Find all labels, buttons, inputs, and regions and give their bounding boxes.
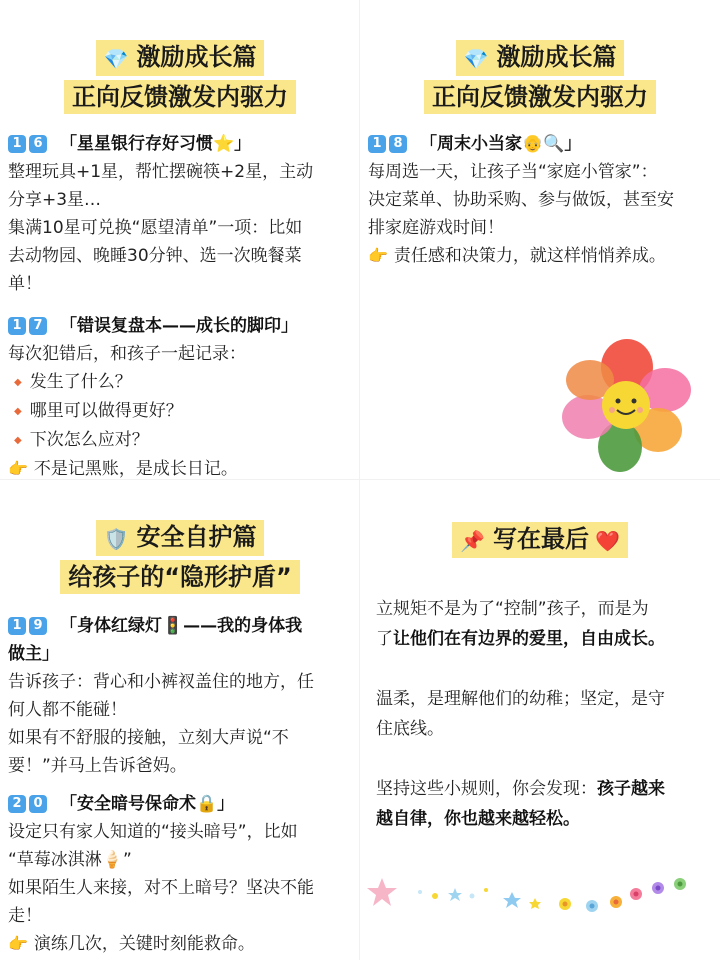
body-line: 设定只有家人知道的“接头暗号”，比如 bbox=[8, 822, 298, 842]
title-line-2: 正向反馈激发内驱力 bbox=[64, 80, 296, 114]
section-heading: 1 9 「身体红绿灯🚦——我的身体我 bbox=[8, 612, 354, 640]
pushpin-icon: 📌 bbox=[460, 529, 485, 553]
title-line-1: 💎 激励成长篇 bbox=[456, 40, 625, 76]
heart-icon: ❤️ bbox=[595, 529, 620, 553]
body-line: 要！”并马上告诉爸妈。 bbox=[8, 756, 187, 776]
bullet-item: ◆ 下次怎么应对？ bbox=[14, 430, 149, 450]
title-line-1: 🛡️ 安全自护篇 bbox=[96, 520, 265, 556]
body-line: 越自律，你也越来越轻松。 bbox=[376, 809, 580, 829]
number-badge: 7 bbox=[29, 317, 47, 335]
tip-line: 👉 不是记黑账，是成长日记。 bbox=[8, 459, 238, 479]
pointing-finger-icon: 👉 bbox=[8, 934, 28, 953]
body-line: “草莓冰淇淋🍦” bbox=[8, 850, 132, 870]
panel-title bbox=[360, 40, 720, 114]
number-badge: 0 bbox=[29, 795, 47, 813]
panel-title bbox=[360, 522, 720, 558]
number-badge: 1 bbox=[8, 317, 26, 335]
section-19 bbox=[8, 612, 354, 780]
panel-closing bbox=[360, 480, 720, 960]
decorative-stars-and-flowers bbox=[360, 870, 720, 940]
body-line: 立规矩不是为了“控制”孩子，而是为 bbox=[376, 599, 649, 619]
closing-text bbox=[376, 594, 706, 834]
body-line: 单！ bbox=[8, 274, 42, 294]
tip-line: 👉 责任感和决策力，就这样悄悄养成。 bbox=[368, 246, 666, 266]
number-badge: 6 bbox=[29, 135, 47, 153]
number-badge: 1 bbox=[8, 617, 26, 635]
body-line: 每周选一天，让孩子当“家庭小管家”： bbox=[368, 162, 658, 182]
number-badge: 9 bbox=[29, 617, 47, 635]
title-line-1: 📌 写在最后 ❤️ bbox=[452, 522, 628, 558]
bullet-item: ◆ 哪里可以做得更好？ bbox=[14, 401, 183, 421]
body-line: 何人都不能碰！ bbox=[8, 700, 127, 720]
bullet-item: ◆ 发生了什么？ bbox=[14, 372, 132, 392]
section-heading: 1 6 「星星银行存好习惯⭐」 bbox=[8, 130, 354, 158]
diamond-bullet-icon: ◆ bbox=[14, 377, 22, 388]
panel-safety bbox=[0, 480, 360, 960]
section-20 bbox=[8, 790, 354, 958]
number-badge: 2 bbox=[8, 795, 26, 813]
body-line: 每次犯错后，和孩子一起记录： bbox=[8, 344, 246, 364]
title-line-2: 给孩子的“隐形护盾” bbox=[60, 560, 300, 594]
section-17 bbox=[8, 312, 354, 483]
body-line: 告诉孩子：背心和小裤衩盖住的地方，任 bbox=[8, 672, 314, 692]
body-line: 集满10星可兑换“愿望清单”一项：比如 bbox=[8, 218, 303, 238]
body-line: 住底线。 bbox=[376, 719, 444, 739]
section-18 bbox=[368, 130, 714, 270]
body-line: 去动物园、晚睡30分钟、选一次晚餐菜 bbox=[8, 246, 302, 266]
panel-motivation-1 bbox=[0, 0, 360, 480]
section-heading-continued: 做主」 bbox=[8, 644, 59, 664]
body-line: 如果陌生人来接，对不上暗号？坚决不能 bbox=[8, 878, 314, 898]
section-heading: 1 7 「错误复盘本——成长的脚印」 bbox=[8, 312, 354, 340]
section-heading: 2 0 「安全暗号保命术🔒」 bbox=[8, 790, 354, 818]
body-line: 温柔，是理解他们的幼稚；坚定，是守 bbox=[376, 689, 665, 709]
body-line: 走！ bbox=[8, 906, 42, 926]
diamond-icon: 💎 bbox=[103, 47, 129, 71]
number-badge: 8 bbox=[389, 135, 407, 153]
panel-motivation-2 bbox=[360, 0, 720, 480]
panel-title bbox=[0, 520, 360, 594]
panel-title bbox=[0, 40, 360, 114]
section-heading: 1 8 「周末小当家👴🔍」 bbox=[368, 130, 714, 158]
title-line-2: 正向反馈激发内驱力 bbox=[424, 80, 656, 114]
pointing-finger-icon: 👉 bbox=[8, 459, 28, 478]
section-16 bbox=[8, 130, 354, 298]
body-line: 了让他们在有边界的爱里，自由成长。 bbox=[376, 629, 665, 649]
body-line: 如果有不舒服的接触，立刻大声说“不 bbox=[8, 728, 289, 748]
tip-line: 👉 演练几次，关键时刻能救命。 bbox=[8, 934, 255, 954]
shield-icon: 🛡️ bbox=[103, 527, 129, 551]
number-badge: 1 bbox=[368, 135, 386, 153]
body-line: 坚持这些小规则，你会发现：孩子越来 bbox=[376, 779, 665, 799]
smiling-flower-illustration bbox=[560, 335, 695, 475]
diamond-bullet-icon: ◆ bbox=[14, 435, 22, 446]
title-line-1: 💎 激励成长篇 bbox=[96, 40, 265, 76]
diamond-bullet-icon: ◆ bbox=[14, 406, 22, 417]
body-line: 分享+3星… bbox=[8, 190, 102, 210]
body-line: 决定菜单、协助采购、参与做饭，甚至安 bbox=[368, 190, 674, 210]
number-badge: 1 bbox=[8, 135, 26, 153]
body-line: 整理玩具+1星，帮忙摆碗筷+2星，主动 bbox=[8, 162, 314, 182]
diamond-icon: 💎 bbox=[463, 47, 489, 71]
pointing-finger-icon: 👉 bbox=[368, 246, 388, 265]
body-line: 排家庭游戏时间！ bbox=[368, 218, 504, 238]
